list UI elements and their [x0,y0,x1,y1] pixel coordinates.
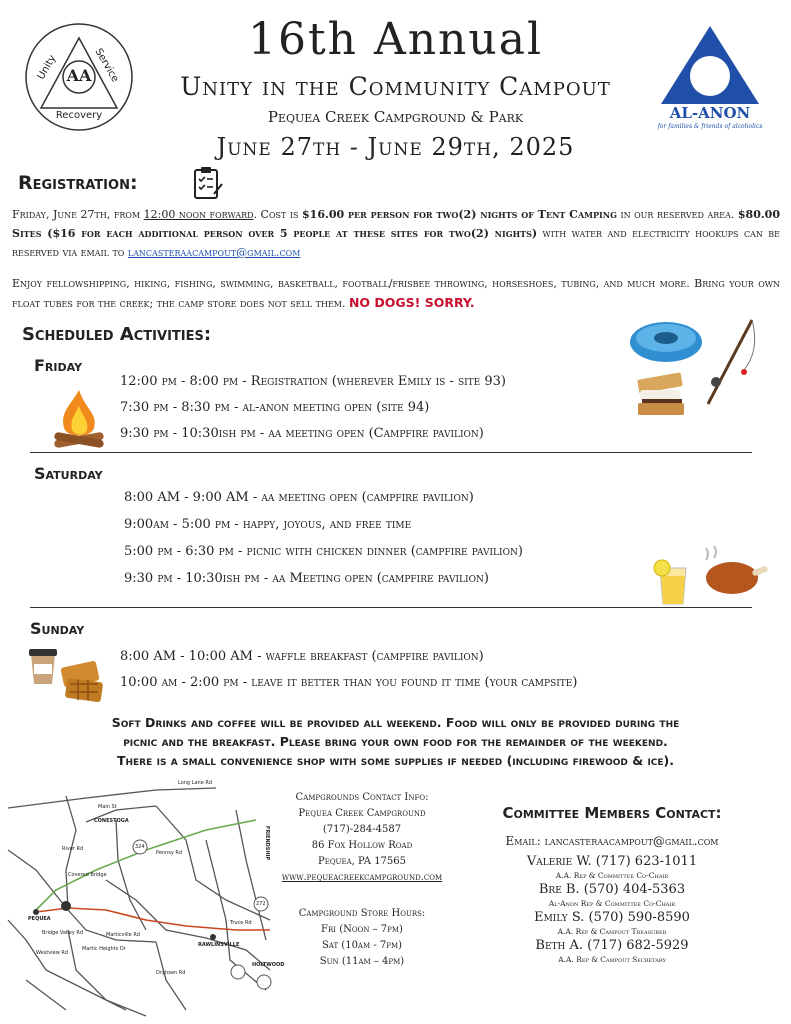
reg-text-c: in our reserved area. [616,208,738,221]
campground-address1: 86 Fox Hollow Road [311,840,413,851]
reg-time: 12:00 noon forward [143,208,254,221]
campground-contact [272,790,452,886]
map-label: FRIENDSHIP [264,825,271,861]
map-label: Marticville Rd [106,932,140,938]
map-label: Main St [98,804,117,810]
registration-heading: Registration: [18,172,138,194]
sunday-activity: 10:00 am - 2:00 pm - leave it better than you found it time (your campsite) [120,675,578,690]
fishing-rod-icon [700,316,760,412]
area-map[interactable] [6,780,285,1020]
campground-address2: Pequea, PA 17565 [317,856,407,867]
friday-activity: 7:30 pm - 8:30 pm - al-anon meeting open (site 94) [120,400,430,415]
aa-word-service: Service [92,46,121,85]
divider [30,452,752,453]
coffee-cup-icon [26,646,60,690]
float-tube-icon [628,312,706,368]
activities-heading: Scheduled Activities: [22,324,212,345]
map-roads [6,780,274,1020]
campground-phone: (717)-284-4587 [322,824,402,835]
map-label: Truce Rd [230,920,252,926]
reg-email-link[interactable]: lancasteraacampout@gmail.com [127,246,301,259]
committee-email[interactable]: Email: lancasteraacampout@gmail.com [505,834,719,848]
map-label: Bridge Valley Rd [42,930,84,936]
map-label: Pennsy Rd [156,850,183,856]
map-label: 324 [135,844,145,850]
map-label: RAWLINSVILLE [198,942,240,948]
committee-heading: Committee Members Contact: [502,804,722,822]
alanon-name: AL-ANON [669,104,751,122]
reg-text-d: with water and electricity hookups can be reserved via email to [12,227,781,259]
activities-paragraph [12,274,780,313]
no-dogs-warning: NO DOGS! SORRY. [348,295,475,310]
food-notice [10,713,781,770]
map-label: Covered Bridge [68,872,107,878]
store-hours [272,906,452,970]
saturday-activity: 8:00 AM - 9:00 AM - aa meeting open (campfire pavilion) [124,490,474,505]
notice-line: Soft Drinks and coffee will be provided all weekend. Food will only be provided during the [111,715,680,730]
sunday-label: Sunday [30,619,85,638]
member-name: Beth A. (717) 682-5929 [535,938,689,953]
divider [30,607,752,608]
event-title: 16th Annual [247,14,544,65]
map-label: CONESTOGA [94,818,129,824]
friday-activity: 12:00 pm - 8:00 pm - Registration (wherever Emily is - site 93) [120,374,506,389]
saturday-activity: 9:00am - 5:00 pm - happy, joyous, and free time [124,517,412,532]
member-role: A.A. Rep & Campout Treasurer [557,927,667,936]
saturday-label: Saturday [34,464,103,483]
reg-text-a: Friday, June 27th, from [12,208,144,221]
map-label: Drytown Rd [156,970,186,976]
saturday-activity: 9:30 pm - 10:30ish pm - aa Meeting open (campfire pavilion) [124,571,489,586]
reg-text-b: . Cost is [253,208,303,221]
map-label: 272 [256,901,266,907]
member-name: Bre B. (570) 404-5363 [538,882,686,897]
store-hours-item: Fri (Noon – 7pm) [321,924,403,935]
notice-line: picnic and the breakfast. Please bring your own food for the remainder of the weekend. [123,734,668,749]
reg-sites: $80.00 Sites ($16 for each additional person over 5 people at these sites for two(2) nights) [12,208,780,240]
member-name: Emily S. (570) 590-8590 [534,910,690,925]
campground-name: Pequea Creek Campground [298,808,426,819]
member-role: Al-Anon Rep & Committee Co-Chair [548,899,676,908]
notice-line: There is a small convenience shop with some supplies if needed (including firewood & ice). [116,753,675,768]
member-name: Valerie W. (717) 623-1011 [526,854,698,869]
store-hours-item: Sun (11am – 4pm) [319,956,405,967]
map-label: River Rd [62,846,84,852]
alanon-tagline: for families & friends of alcoholics [657,123,763,130]
event-location: Pequea Creek Campground & Park [267,108,524,126]
reg-activities-text: Enjoy fellowshipping, hiking, fishing, swimming, basketball, football/frisbee throwing, horseshoes, tubing, and much more. Bring your own float tubes for the creek; the camp store does not sell them. [12,277,780,310]
store-hours-item: Sat (10am - 7pm) [321,940,403,951]
reg-price: $16.00 per person for two(2) nights of Tent Camping [302,208,617,221]
map-label: Martic Heights Dr [82,946,126,952]
friday-label: Friday [34,356,83,375]
clipboard-icon [190,166,224,204]
committee-members [462,854,762,966]
member-role: A.A. Rep & Campout Secretary [558,955,666,964]
member-role: A.A. Rep & Committee Co-Chair [555,871,669,880]
saturday-activity: 5:00 pm - 6:30 pm - picnic with chicken dinner (campfire pavilion) [124,544,523,559]
map-label: Long Lane Rd [178,780,213,786]
campfire-icon [50,388,108,456]
aa-word-recovery: Recovery [55,110,103,121]
store-hours-heading: Campground Store Hours: [298,908,426,919]
event-subtitle: Unity in the Community Campout [180,72,611,101]
smores-icon [632,372,692,420]
map-label: HOLTWOOD [252,962,285,968]
map-label: PEQUEA [28,916,51,922]
registration-paragraph [12,205,780,262]
lemonade-icon [652,556,694,610]
friday-activity: 9:30 pm - 10:30ish pm - aa meeting open (Campfire pavilion) [120,426,484,441]
aa-initials: AA [66,66,92,85]
waffles-icon [58,660,106,708]
map-label: Westview Rd [36,950,69,956]
campground-heading: Campgrounds Contact Info: [295,792,429,803]
aa-word-unity: Unity [35,53,59,82]
event-dates: June 27th - June 29th, 2025 [216,133,575,161]
chicken-leg-icon [700,542,772,602]
campground-website-link[interactable]: www.pequeacreekcampground.com [281,872,443,883]
sunday-activity: 8:00 AM - 10:00 AM - waffle breakfast (campfire pavilion) [120,649,484,664]
